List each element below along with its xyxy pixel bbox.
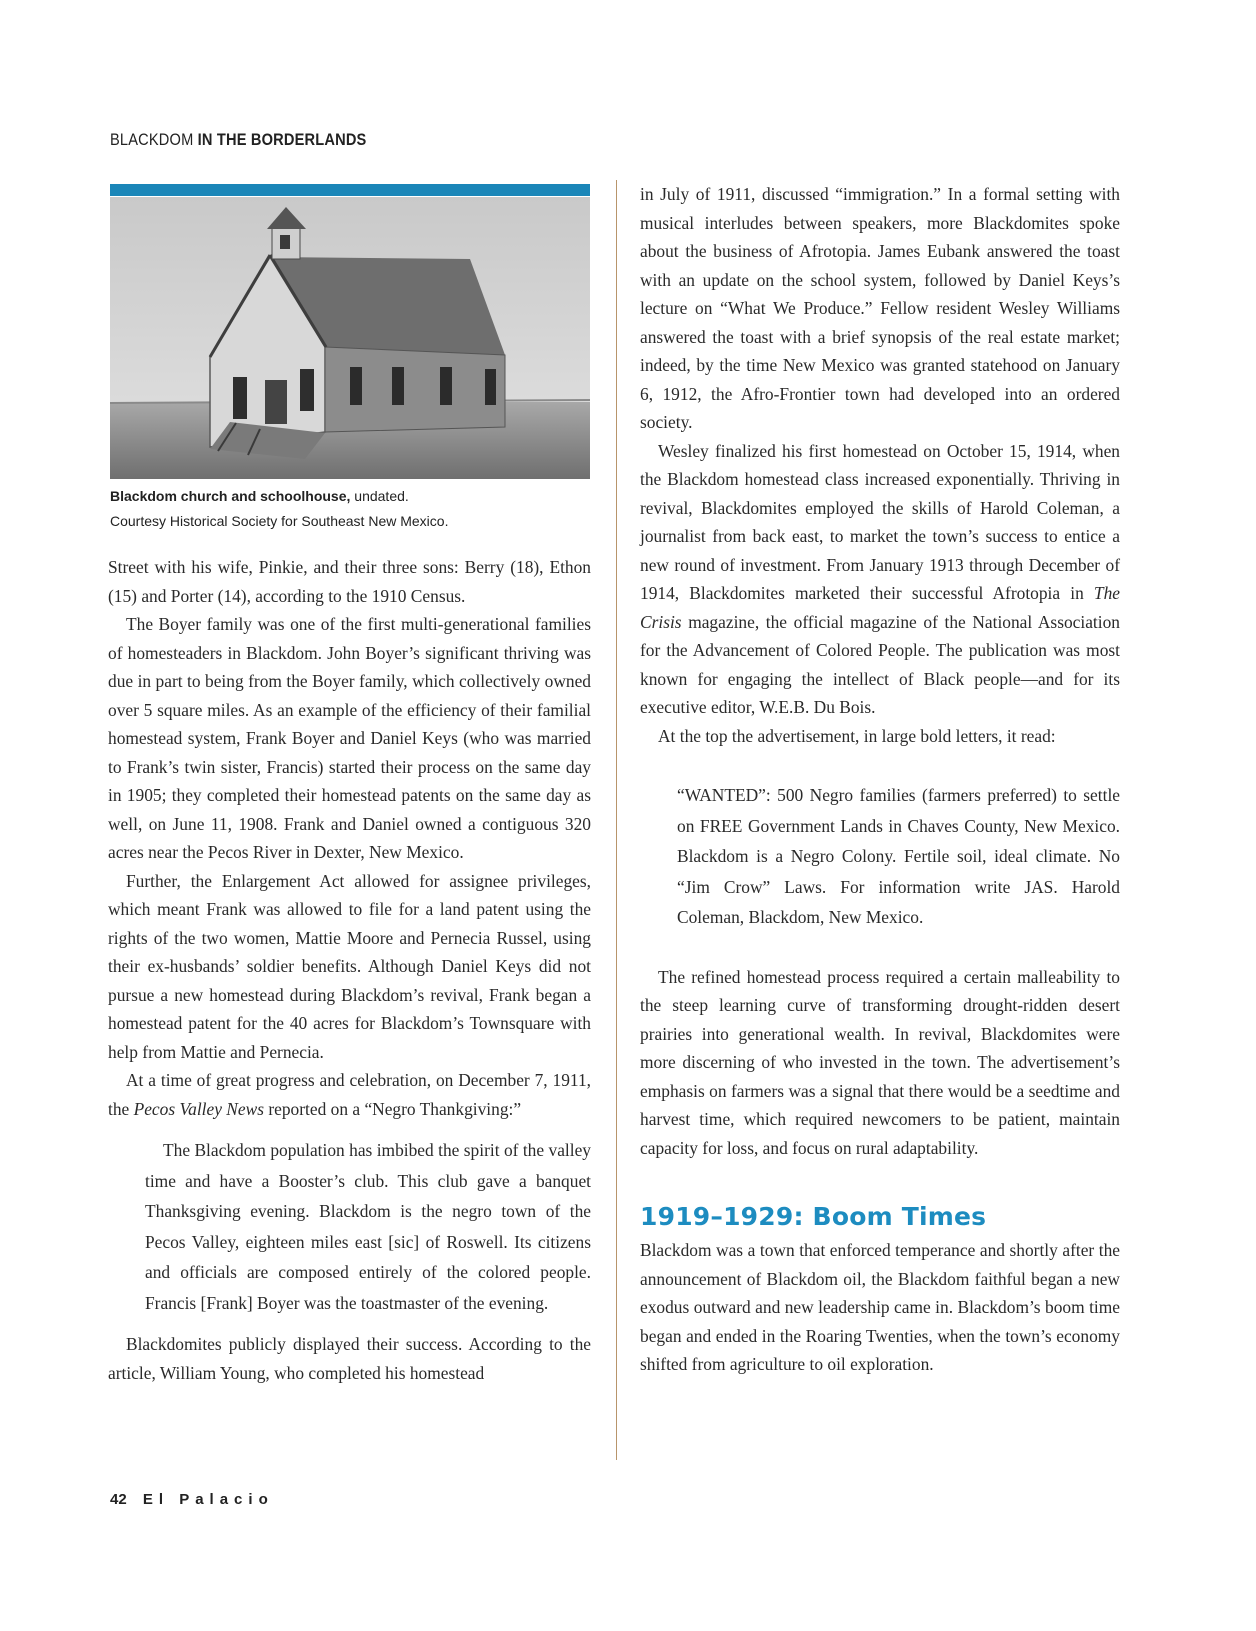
caption-rest: undated. xyxy=(354,488,409,504)
right-paragraph-2-before: Wesley finalized his first homestead on October 15, 1914, when the Blackdom homestead class increased exponentially. Thriving in revival, Blackdomites employed the skills of Harold Coleman, a journalist from back east, to market the town’s success to entice a new round of investment. From January 1913 through December of 1914, Blackdomites marketed their successful Afrotopia in xyxy=(640,440,1120,603)
left-paragraph-4 xyxy=(108,1066,591,1123)
schoolhouse-photo xyxy=(110,197,590,479)
running-head xyxy=(110,130,366,150)
right-column xyxy=(640,180,1120,1379)
caption-lead: Blackdom church and schoolhouse, xyxy=(110,488,351,504)
left-paragraph-3: Further, the Enlargement Act allowed for assignee privileges, which meant Frank was allowed to file for a land patent using the rights of the two women, Mattie Moore and Pernecia Russel, using their ex-husbands’ soldier benefits. Although Daniel Keys did not pursue a new homestead during Blackdom’s revival, Frank began a homestead patent for the 40 acres for Blackdom’s Townsquare with help from Mattie and Pernecia. xyxy=(108,870,591,1062)
left-paragraph-4-after: reported on a “Negro Thankgiving:” xyxy=(264,1098,522,1119)
magazine-title: The Crisis xyxy=(640,583,1120,632)
magazine-name: El Palacio xyxy=(142,1491,274,1508)
schoolhouse-illustration xyxy=(110,197,590,479)
right-paragraph-4: The refined homestead process required a certain malleability to the steep learning curve of transforming drought-ridden desert prairies into generational wealth. In revival, Blackdomites were more discerning of who invested in the town. The advertisement’s emphasis on farmers was a signal that there would be a seedtime and harvest time, which required newcomers to be patient, maintain capacity for loss, and focus on rural adaptability. xyxy=(640,966,1120,1158)
newspaper-quote: The Blackdom population has imbibed the spirit of the valley time and have a Booster’s club. This club gave a banquet Thanksgiving evening. Blackdom is the negro town of the Pecos Valley, eighteen miles east [sic] of Roswell. Its citizens and officials are composed entirely of the colored people. Francis [Frank] Boyer was the toastmaster of the evening. xyxy=(145,1140,591,1313)
left-column xyxy=(108,553,591,1387)
left-paragraph-2: The Boyer family was one of the first multi-generational families of homesteaders in Blackdom. John Boyer’s significant thriving was due in part to being from the Boyer family, which collectively owned over 5 square miles. As an example of the efficiency of their familial homestead system, Frank Boyer and Daniel Keys (who was married to Frank’s twin sister, Francis) started their process on the same day in 1905; they completed their homestead patents on the same day as well, on June 11, 1908. Frank and Daniel owned a contiguous 320 acres near the Pecos River in Dexter, New Mexico. xyxy=(108,614,591,862)
column-divider xyxy=(616,180,617,1460)
left-paragraph-5: Blackdomites publicly displayed their success. According to the article, William Young, who completed his homestead xyxy=(108,1334,591,1383)
newspaper-title: Pecos Valley News xyxy=(133,1098,264,1119)
running-head-section-bold: IN THE BORDERLANDS xyxy=(197,130,367,149)
caption-credit: Courtesy Historical Society for Southeast New Mexico. xyxy=(110,513,449,529)
right-paragraph-3: At the top the advertisement, in large bold letters, it read: xyxy=(658,725,1056,746)
left-paragraph-4-before: At a time of great progress and celebration, on December 7, 1911, the xyxy=(108,1070,591,1119)
right-paragraph-2-after: magazine, the official magazine of the National Association for the Advancement of Colored People. The publication was most known for engaging the intellect of Black people—and for its executive editor, W.E.B. Du Bois. xyxy=(640,611,1120,717)
running-head-section: BLACKDOM xyxy=(110,130,194,149)
photo-accent-bar xyxy=(110,184,590,196)
advertisement-quote: “WANTED”: 500 Negro families (farmers preferred) to settle on FREE Government Lands in Chaves County, New Mexico. Blackdom is a Negro Colony. Fertile soil, ideal climate. No “Jim Crow” Laws. For information write JAS. Harold Coleman, Blackdom, New Mexico. xyxy=(677,785,1120,927)
right-paragraph-5: Blackdom was a town that enforced temperance and shortly after the announcement of Blackdom oil, the Blackdom faithful began a new exodus outward and new leadership came in. Blackdom’s boom time began and ended in the Roaring Twenties, when the town’s economy shifted from agriculture to oil exploration. xyxy=(640,1240,1120,1374)
page-number: 42 xyxy=(110,1491,127,1508)
right-paragraph-1: in July of 1911, discussed “immigration.” In a formal setting with musical interludes between speakers, more Blackdomites spoke about the business of Afrotopia. James Eubank answered the toast with an update on the school system, followed by Daniel Keys’s lecture on “What We Produce.” Fellow resident Wesley Williams answered the toast with a brief synopsis of the real estate market; indeed, by the time New Mexico was granted statehood on January 6, 1912, the Afro-Frontier town had developed into an ordered society. xyxy=(640,184,1120,432)
photo-caption xyxy=(110,484,590,534)
caption-line xyxy=(110,484,590,509)
section-heading: 1919–1929: Boom Times xyxy=(640,1202,987,1231)
page-footer xyxy=(110,1491,274,1508)
left-paragraph-1: Street with his wife, Pinkie, and their three sons: Berry (18), Ethon (15) and Porter (14), according to the 1910 Census. xyxy=(108,557,591,606)
right-paragraph-2 xyxy=(640,437,1120,722)
